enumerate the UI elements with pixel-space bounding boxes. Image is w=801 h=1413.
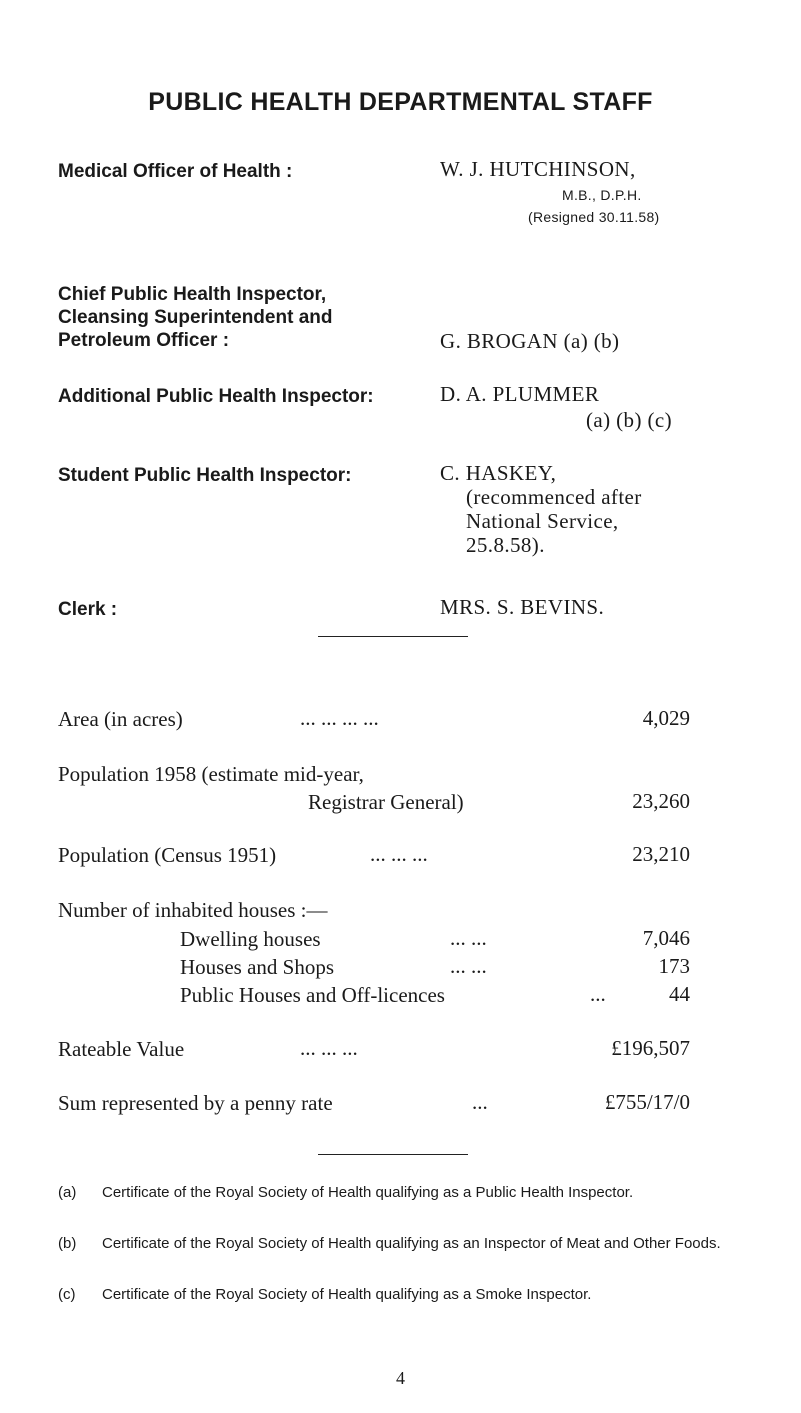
area-value: 4,029: [642, 706, 690, 730]
page-title: PUBLIC HEALTH DEPARTMENTAL STAFF: [148, 88, 653, 116]
moh-name: W. J. HUTCHINSON,: [440, 157, 636, 181]
shops-dots: ... ...: [450, 954, 487, 978]
footnote-b-text: Certificate of the Royal Society of Health qualifying as an Inspector of Meat and Other Foods.: [102, 1235, 721, 1252]
rateable-dots: ... ... ...: [300, 1036, 358, 1060]
additional-quals: (a) (b) (c): [586, 408, 673, 432]
footnote-a-label: (a): [58, 1184, 77, 1201]
penny-rate-dots: ...: [472, 1090, 488, 1114]
dwelling-value: 7,046: [642, 926, 690, 950]
moh-degrees: M.B., D.P.H.: [562, 187, 642, 203]
student-note-line-1: (recommenced after: [466, 485, 642, 509]
chief-role-line-2: Cleansing Superintendent and: [58, 307, 333, 328]
footnote-b-label: (b): [58, 1235, 77, 1252]
dwelling-label: Dwelling houses: [180, 927, 321, 951]
footnote-divider: [318, 1154, 468, 1155]
shops-label: Houses and Shops: [180, 955, 335, 979]
population-1958-label-1: Population 1958 (estimate mid-year,: [58, 762, 364, 786]
student-name: C. HASKEY,: [440, 461, 557, 485]
clerk-name: MRS. S. BEVINS.: [440, 595, 605, 619]
footnote-c-text: Certificate of the Royal Society of Health qualifying as a Smoke Inspector.: [102, 1286, 592, 1303]
houses-label: Number of inhabited houses :—: [58, 898, 328, 922]
clerk-role: Clerk :: [58, 599, 118, 620]
shops-value: 173: [658, 954, 690, 978]
penny-rate-value: £755/17/0: [604, 1090, 690, 1114]
page-number: 4: [396, 1368, 405, 1388]
chief-role-line-1: Chief Public Health Inspector,: [58, 284, 327, 305]
footnote-a-text: Certificate of the Royal Society of Health qualifying as a Public Health Inspector.: [102, 1184, 634, 1201]
rateable-value: £196,507: [611, 1036, 690, 1060]
pubs-value: 44: [669, 982, 690, 1006]
dwelling-dots: ... ...: [450, 926, 487, 950]
population-1958-value: 23,260: [632, 789, 690, 813]
footnote-c-label: (c): [58, 1286, 76, 1303]
moh-note: (Resigned 30.11.58): [528, 209, 660, 225]
section-divider: [318, 636, 468, 637]
additional-name: D. A. PLUMMER: [440, 382, 600, 406]
chief-role-line-3: Petroleum Officer :: [58, 330, 230, 351]
population-1958-label-2: Registrar General): [308, 790, 464, 814]
pubs-dots: ...: [590, 982, 606, 1006]
student-note-line-2: National Service,: [466, 509, 619, 533]
census-dots: ... ... ...: [370, 842, 428, 866]
census-value: 23,210: [632, 842, 690, 866]
census-label: Population (Census 1951): [58, 843, 277, 867]
student-note-line-3: 25.8.58).: [466, 533, 545, 557]
rateable-label: Rateable Value: [58, 1037, 185, 1061]
area-label: Area (in acres): [58, 707, 183, 731]
additional-role: Additional Public Health Inspector:: [58, 386, 374, 407]
penny-rate-label: Sum represented by a penny rate: [58, 1091, 333, 1115]
pubs-label: Public Houses and Off-licences: [180, 983, 445, 1007]
moh-role: Medical Officer of Health :: [58, 161, 293, 182]
student-role: Student Public Health Inspector:: [58, 465, 352, 486]
chief-name: G. BROGAN (a) (b): [440, 329, 620, 353]
area-dots: ... ... ... ...: [300, 706, 379, 730]
